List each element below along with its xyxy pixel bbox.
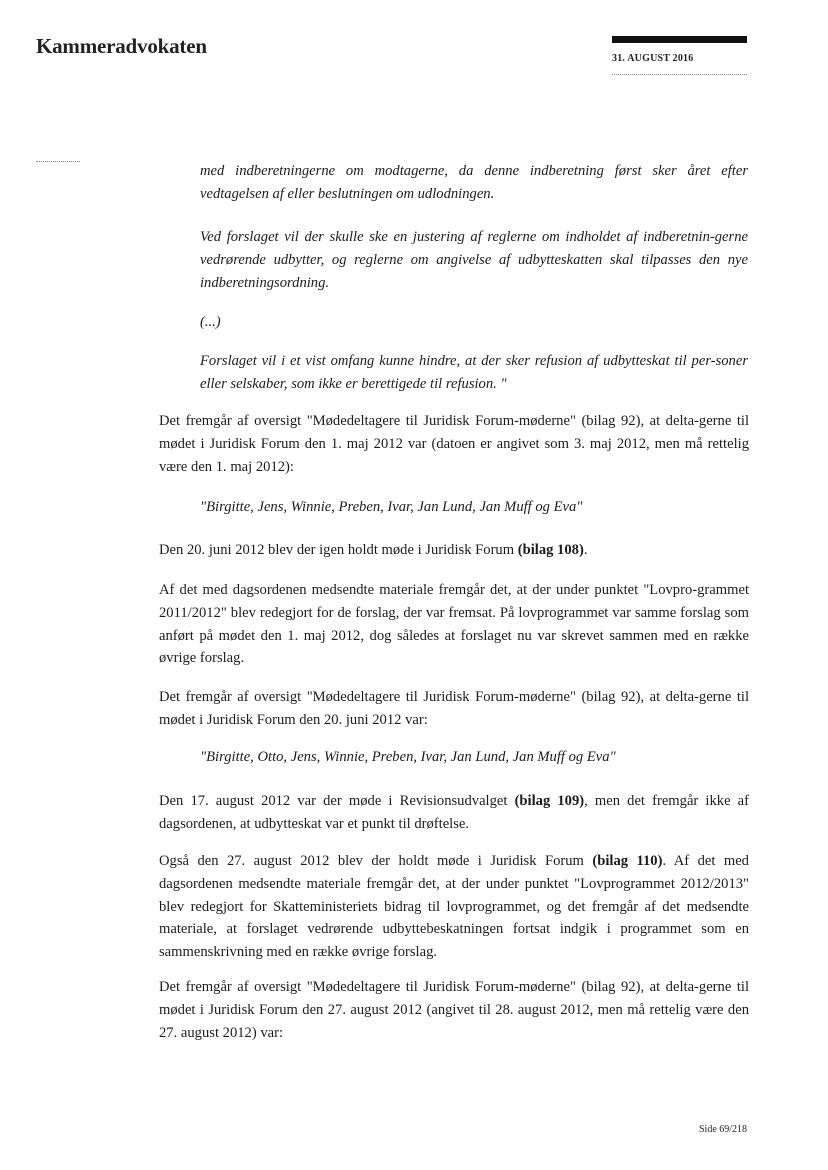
participants-list-1: "Birgitte, Jens, Winnie, Preben, Ivar, Jan Lund, Jan Muff og Eva" bbox=[200, 499, 583, 515]
header-black-bar bbox=[612, 36, 747, 43]
paragraph-2-end: . bbox=[583, 542, 588, 558]
bilag-108-reference: (bilag 108) bbox=[517, 542, 584, 558]
quote-ellipsis: (...) bbox=[200, 314, 221, 330]
paragraph-5-end: , men det fremgår ikke af dagsordenen, at udbytteskat var et punkt til drøftelse. bbox=[159, 793, 750, 832]
body-paragraph-3: Af det med dagsordenen medsendte materiale fremgår det, at der under punktet "Lovpro-grammet 2011/2012" blev redegjort for de forslag, der var fremsat. På lovprogrammet var samme forslag som anført på mødet den 1. maj 2012, dog således at forslaget nu var skrevet sammen med en række øvrige forslag. bbox=[159, 582, 749, 667]
document-date: 31. AUGUST 2016 bbox=[612, 53, 694, 64]
date-divider bbox=[612, 74, 747, 75]
paragraph-6-end: . Af det med dagsordenen medsendte materiale fremgår det, at der under punktet "Lovprogrammet 2012/2013" blev redegjort for Skatteministeriets bidrag til lovprogrammet, og det fremgår af det medsendte materiale, at forslaget vedrørende udbyttebeskatningen fortsat indgik i programmet som en sammenskrivning med en række øvrige forslag. bbox=[159, 853, 749, 961]
quote-paragraph-3: Forslaget vil i et vist omfang kunne hindre, at der sker refusion af udbytteskat til per-soner eller selskaber, som ikke er berettigede til refusion. " bbox=[200, 353, 748, 392]
paragraph-2-text: Den 20. juni 2012 blev der igen holdt møde i Juridisk Forum bbox=[159, 542, 518, 558]
paragraph-6-text: Også den 27. august 2012 blev der holdt møde i Juridisk Forum bbox=[159, 853, 593, 869]
bilag-110-reference: (bilag 110) bbox=[592, 853, 663, 869]
kammeradvokaten-logo: Kammeradvokaten bbox=[36, 34, 207, 58]
body-paragraph-5 bbox=[159, 790, 749, 836]
body-paragraph-2 bbox=[159, 539, 749, 562]
body-paragraph-1: Det fremgår af oversigt "Mødedeltagere til Juridisk Forum-møderne" (bilag 92), at delta-gerne til mødet i Juridisk Forum den 1. maj 2012 var (datoen er angivet som 3. maj 2012, men må rettelig være den 1. maj 2012): bbox=[159, 413, 749, 475]
margin-divider bbox=[36, 161, 80, 162]
bilag-109-reference: (bilag 109) bbox=[514, 793, 585, 809]
page-number: Side 69/218 bbox=[699, 1124, 748, 1135]
body-paragraph-6 bbox=[159, 850, 749, 964]
quote-paragraph-1: med indberetningerne om modtagerne, da denne indberetning først sker året efter vedtagelsen af eller beslutningen om udlodningen. bbox=[200, 163, 748, 202]
body-paragraph-4: Det fremgår af oversigt "Mødedeltagere til Juridisk Forum-møderne" (bilag 92), at delta-gerne til mødet i Juridisk Forum den 20. juni 2012 var: bbox=[159, 689, 749, 728]
quote-paragraph-2: Ved forslaget vil der skulle ske en justering af reglerne om indholdet af indberetnin-gerne vedrørende udbytter, og reglerne om angivelse af udbytteskatten skal tilpasses den nye indberetningsordning. bbox=[200, 229, 748, 291]
paragraph-5-text: Den 17. august 2012 var der møde i Revisionsudvalget bbox=[159, 793, 515, 809]
body-paragraph-7: Det fremgår af oversigt "Mødedeltagere til Juridisk Forum-møderne" (bilag 92), at delta-gerne til mødet i Juridisk Forum den 27. august 2012 (angivet til 28. august 2012, men må rettelig være den 27. august 2012) var: bbox=[159, 979, 749, 1041]
participants-list-2: "Birgitte, Otto, Jens, Winnie, Preben, Ivar, Jan Lund, Jan Muff og Eva" bbox=[200, 749, 616, 765]
